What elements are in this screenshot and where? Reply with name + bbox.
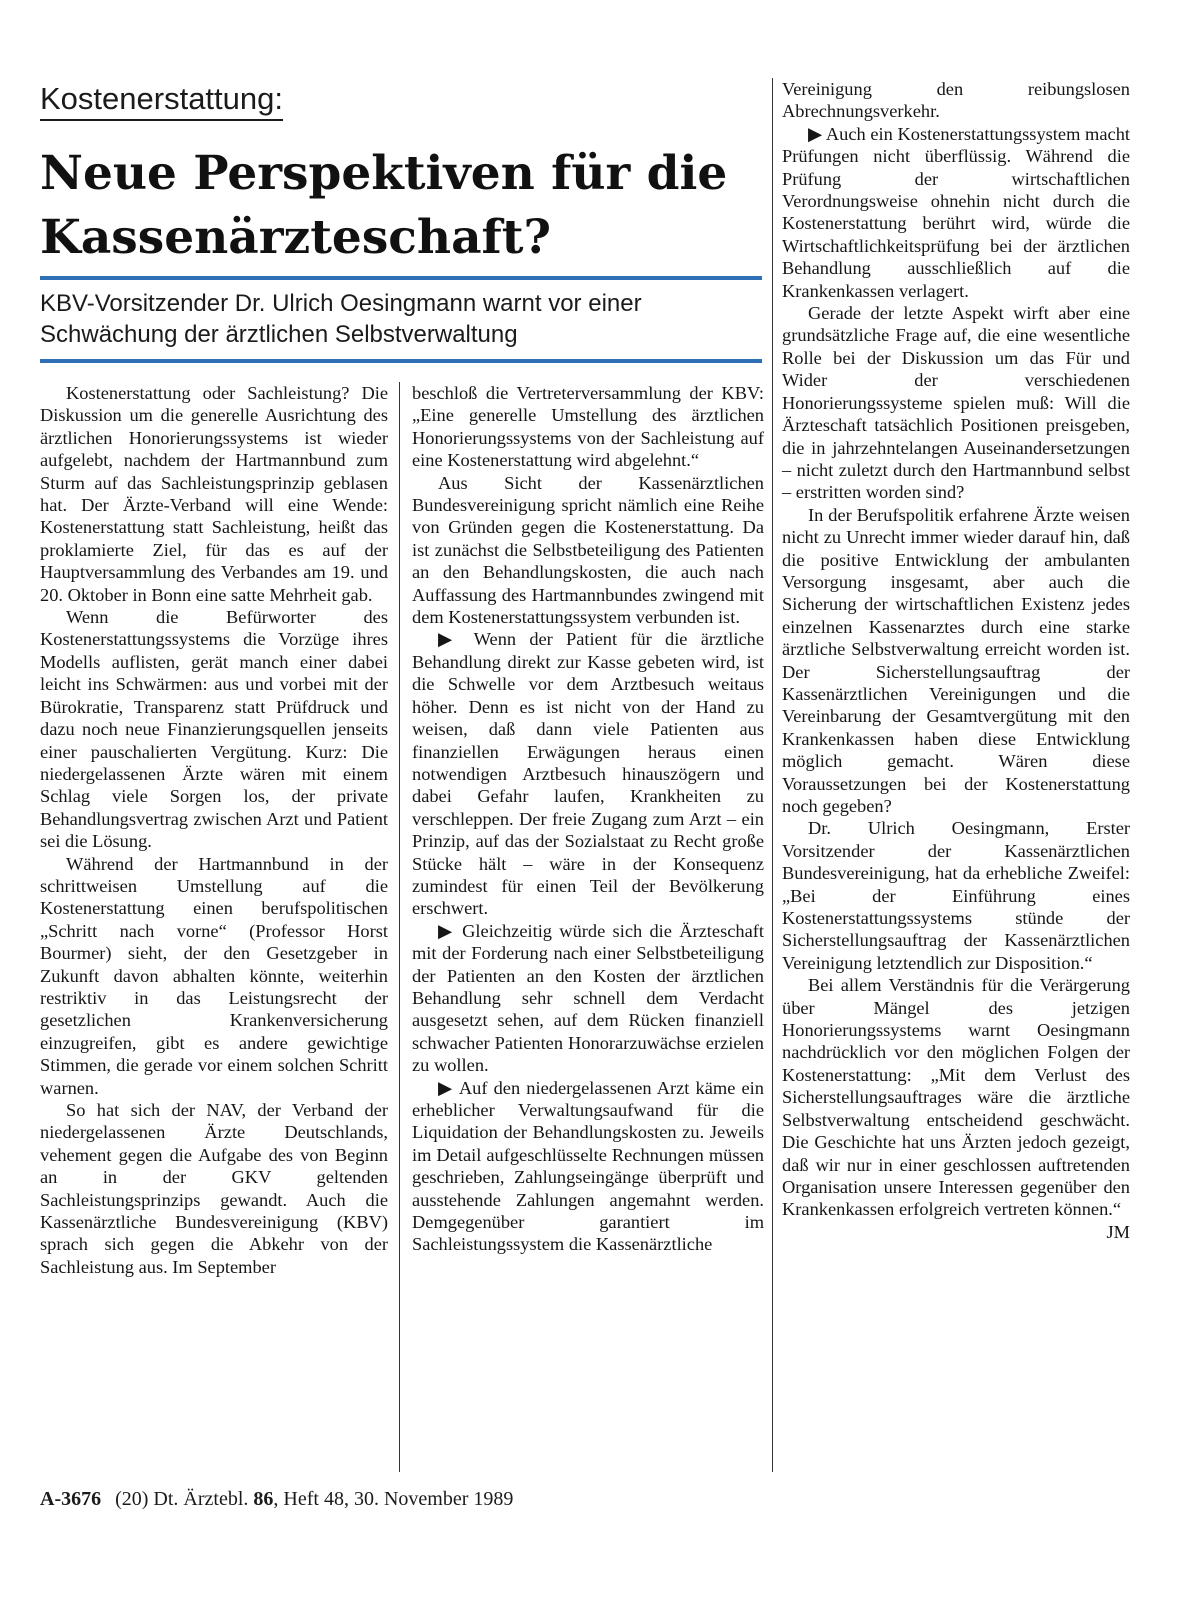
paragraph: Gerade der letzte Aspekt wirft aber eine grundsätzliche Frage auf, die eine wesentliche Rolle bei der Diskussion um das Für und Wider der verschiedenen Honorierungssysteme spielen muß: Will die Ärzteschaft tatsächlich Positionen preisgeben, die in jahrzehntelangen Auseinandersetzungen – nicht zuletzt durch den Hartmannbund selbst – erstritten worden sind? xyxy=(782,303,1130,503)
paragraph-last xyxy=(782,974,1130,1242)
paragraph: ▶ Wenn der Patient für die ärztliche Behandlung direkt zur Kasse gebeten wird, ist die Schwelle vor dem Arztbesuch weitaus höher. Denn es ist nicht von der Hand zu weisen, daß dann viele Patienten aus finanziellen Erwägungen heraus einen notwendigen Arztbesuch hinauszögern und dabei Gefahr laufen, Krankheiten zu verschleppen. Der freie Zugang zum Arzt – ein Prinzip, auf das der Sozialstaat zu Recht große Stücke hält – wäre in der Konsequenz zumindest für einen Teil der Bevölkerung erschwert. xyxy=(412,629,764,919)
paragraph: In der Berufspolitik erfahrene Ärzte weisen nicht zu Unrecht immer wieder darauf hin, daß die positive Entwicklung der ambulanten Versorgung insgesamt, aber auch die Sicherung der wirtschaftlichen Existenz jedes einzelnen Kassenarztes durch eine starke ärztliche Selbstverwaltung erreicht worden ist. Der Sicherstellungsauftrag der Kassenärztlichen Vereinigungen und die Vereinbarung der Gesamtvergütung mit den Krankenkassen haben diese Entwicklung möglich gemacht. Wären diese Voraussetzungen bei der Kostenerstattung noch gegeben? xyxy=(782,504,1130,816)
page-footer xyxy=(40,1488,513,1511)
paragraph: Dr. Ulrich Oesingmann, Erster Vorsitzender der Kassenärztlichen Bundesvereinigung, hat da erhebliche Zweifel: „Bei der Einführung eines Kostenerstattungssystems stünde der Sicherstellungsauftrag der Kassenärztlichen Vereinigung letztendlich zur Disposition.“ xyxy=(782,818,1130,973)
paragraph: ▶ Auch ein Kostenerstattungssystem macht Prüfungen nicht überflüssig. Während die Prüfung der wirtschaftlichen Verordnungsweise ohnehin nicht durch die Kostenerstattung berührt wird, würde die Wirtschaftlichkeitsprüfung bei der ärztlichen Behandlung ausschließlich auf die Krankenkassen verlagert. xyxy=(782,123,1130,301)
column-divider-2 xyxy=(772,78,773,1472)
subheadline: KBV-Vorsitzender Dr. Ulrich Oesingmann warnt vor einer Schwächung der ärztlichen Selbstverwaltung xyxy=(40,290,642,348)
footer-volume: 86 xyxy=(253,1488,274,1510)
footer-source: (20) Dt. Ärztebl. xyxy=(115,1488,249,1510)
paragraph: Kostenerstattung oder Sachleistung? Die Diskussion um die generelle Ausrichtung des ärztlichen Honorierungssystems ist wieder aufgelebt, nachdem der Hartmannbund zum Sturm auf das Sachleistungsprinzip geblasen hat. Der Ärzte-Verband will eine Wende: Kostenerstattung statt Sachleistung, heißt das proklamierte Ziel, für das es auf der Hauptversammlung des Verbandes am 19. und 20. Oktober in Bonn eine satte Mehrheit gab. xyxy=(40,383,388,605)
column-divider-1 xyxy=(399,382,400,1472)
kicker: Kostenerstattung: xyxy=(40,80,283,121)
paragraph: ▶ Gleichzeitig würde sich die Ärzteschaft mit der Forderung nach einer Selbstbeteiligung der Patienten an den Kosten der ärztlichen Behandlung sehr schnell dem Verdacht ausgesetzt sehen, auf dem Rücken finanziell schwacher Patienten Honorarzuwächse erzielen zu wollen. xyxy=(412,920,764,1076)
headline-rule-top xyxy=(40,276,762,280)
paragraph-text: Bei allem Verständnis für die Verärgerung über Mängel des jetzigen Honorierungssystems warnt Oesingmann nachdrücklich vor den möglichen Folgen der Kostenerstattung: „Mit dem Verlust des Sicherstellungsauftrages wäre die ärztliche Selbstverwaltung entscheidend geschwächt. Die Geschichte hat uns Ärzten jedoch gezeigt, daß wir nur in einer geschlossen auftretenden Organisation unsere Interessen gegenüber den Krankenkassen erfolgreich vertreten können.“ xyxy=(782,975,1130,1220)
paragraph: beschloß die Vertreterversammlung der KBV: „Eine generelle Umstellung des ärztlichen Honorierungssystems von der Sachleistung auf eine Kostenerstattung wird abgelehnt.“ xyxy=(412,383,764,471)
footer-issue: , Heft 48, 30. November 1989 xyxy=(273,1488,514,1510)
paragraph: Wenn die Befürworter des Kostenerstattungssystems die Vorzüge ihres Modells auflisten, gerät manch einer dabei leicht ins Schwärmen: aus und vorbei mit der Bürokratie, Transparenz statt Prüfdruck und dazu noch neue Finanzierungsquellen jenseits einer pauschalierten Vergütung. Kurz: Die niedergelassenen Ärzte wären mit einem Schlag viele Sorgen los, der private Behandlungsvertrag zwischen Arzt und Patient sei die Lösung. xyxy=(40,607,388,852)
headline: Neue Perspektiven für die Kassenärzteschaft? xyxy=(40,146,728,265)
article-column-3 xyxy=(782,78,1130,1243)
article-column-2 xyxy=(412,382,764,1256)
paragraph: So hat sich der NAV, der Verband der niedergelassenen Ärzte Deutschlands, vehement gegen die Aufgabe des von Beginn an in der GKV geltenden Sachleistungsprinzips gewandt. Auch die Kassenärztliche Bundesvereinigung (KBV) sprach sich gegen die Abkehr von der Sachleistung aus. Im September xyxy=(40,1100,388,1277)
headline-rule-bottom xyxy=(40,359,762,363)
author-signature: JM xyxy=(1106,1221,1130,1242)
paragraph: Vereinigung den reibungslosen Abrechnungsverkehr. xyxy=(782,79,1130,122)
paragraph: ▶ Auf den niedergelassenen Arzt käme ein erheblicher Verwaltungsaufwand für die Liquidation der Behandlungskosten zu. Jeweils im Detail aufgeschlüsselte Rechnungen müssen geschrieben, Zahlungseingänge überprüft und ausstehende Zahlungen angemahnt werden. Demgegenüber garantiert im Sachleistungssystem die Kassenärztliche xyxy=(412,1077,764,1255)
article-column-1 xyxy=(40,382,388,1278)
paragraph: Während der Hartmannbund in der schrittweisen Umstellung auf die Kostenerstattung einen berufspolitischen „Schritt nach vorne“ (Professor Horst Bourmer) sieht, der den Gesetzgeber in Zukunft davon abhalten könnte, weiterhin restriktiv in das Leistungsrecht der gesetzlichen Krankenversicherung einzugreifen, gibt es andere gewichtige Stimmen, die gerade vor einem solchen Schritt warnen. xyxy=(40,853,388,1098)
page-code: A-3676 xyxy=(40,1488,102,1510)
paragraph: Aus Sicht der Kassenärztlichen Bundesvereinigung spricht nämlich eine Reihe von Gründen gegen die Kostenerstattung. Da ist zunächst die Selbstbeteiligung des Patienten an den Behandlungskosten, die auch nach Auffassung des Hartmannbundes zwingend mit dem Kostenerstattungssystem verbunden ist. xyxy=(412,472,764,628)
